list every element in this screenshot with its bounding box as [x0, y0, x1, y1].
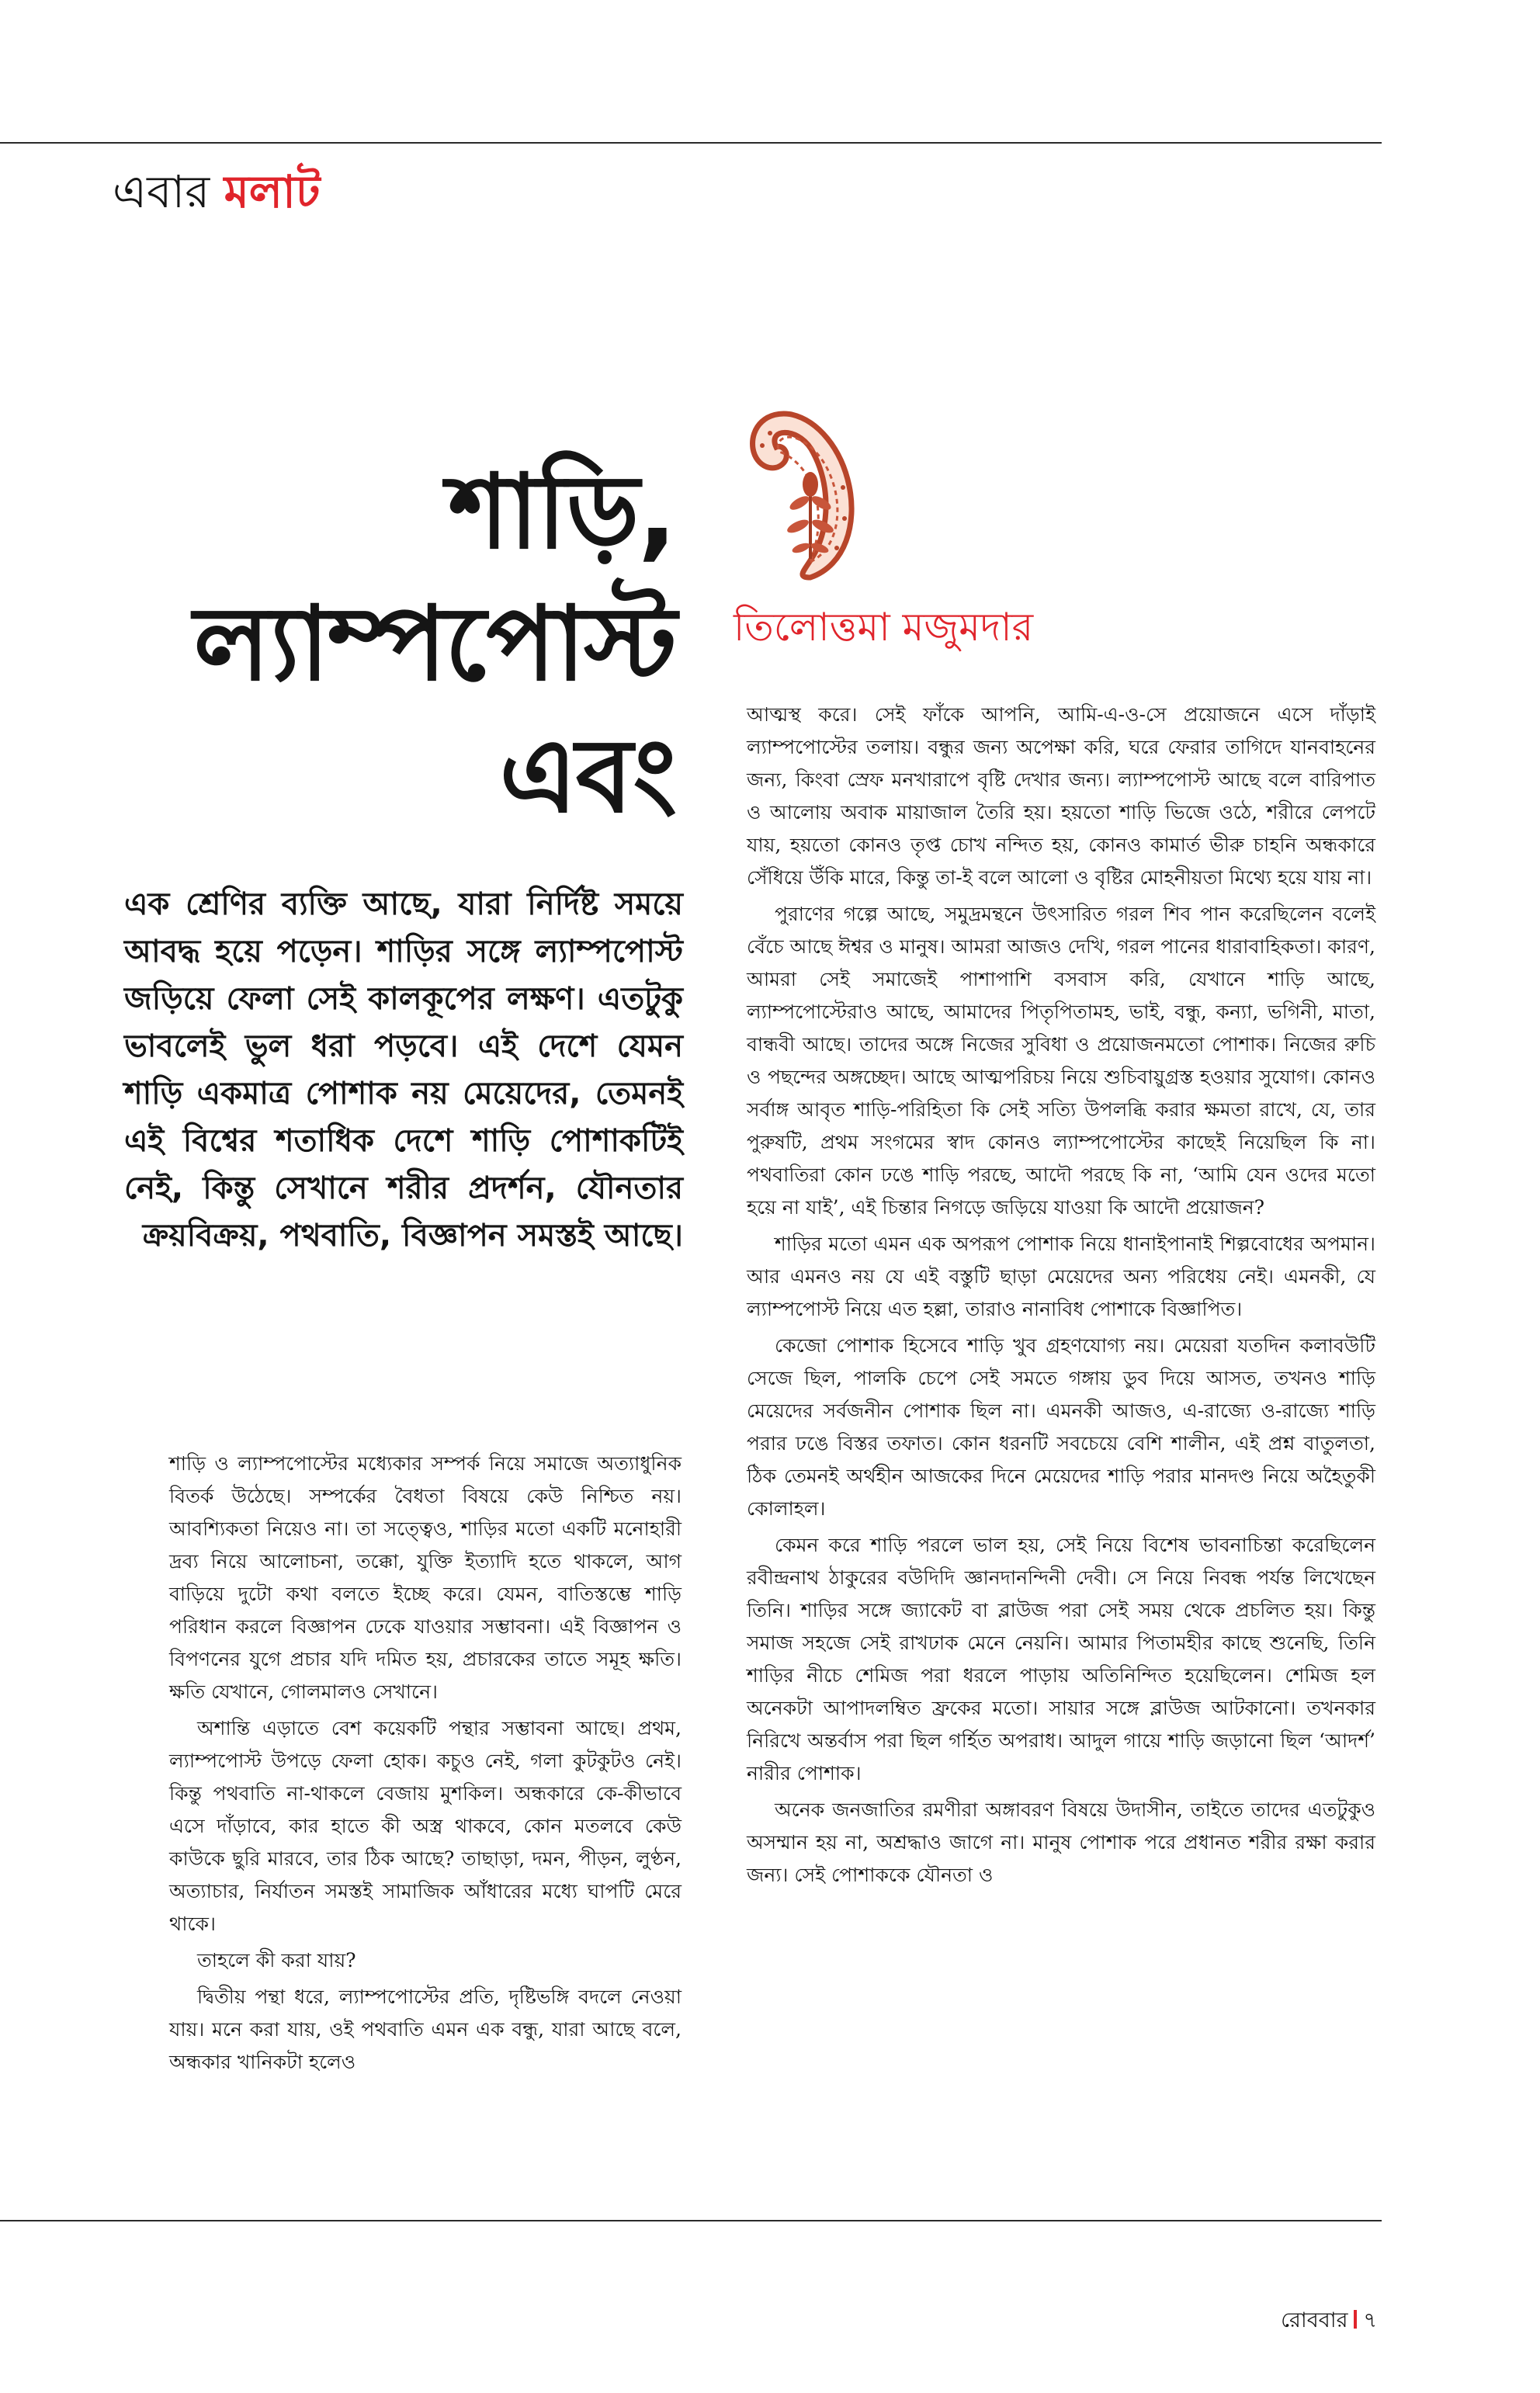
body-paragraph: শাড়ি ও ল্যাম্পপোস্টের মধ্যেকার সম্পর্ক নিয়ে সমাজে অত্যাধুনিক বিতর্ক উঠেছে। সম্পর্কের বৈধতা বিষয়ে কেউ নিশ্চিত নয়। আবশ্যিকতা নিয়েও না। তা সত্ত্বেও, শাড়ির মতো একটি মনোহারী দ্রব্য নিয়ে আলোচনা, তক্কো, যুক্তি ইত্যাদি হতে থাকলে, আগ বাড়িয়ে দুটো কথা বলতে ইচ্ছে করে। যেমন, বাতিস্তম্ভে শাড়ি পরিধান করলে বিজ্ঞাপন ঢেকে যাওয়ার সম্ভাবনা। এই বিজ্ঞাপন ও বিপণনের যুগে প্রচার যদি দমিত হয়, প্রচারকের তাতে সমূহ ক্ষতি। ক্ষতি যেখানে, গোলমালও সেখানে।	[169, 1452, 682, 1703]
body-column-left	[169, 1448, 682, 2083]
folio-separator	[1354, 2310, 1357, 2329]
headline-line: ল্যাম্পপোস্ট	[193, 584, 675, 704]
body-column-right	[747, 699, 1375, 1895]
body-paragraph: অশান্তি এড়াতে বেশ কয়েকটি পন্থার সম্ভাবনা আছে। প্রথম, ল্যাম্পপোস্ট উপড়ে ফেলা হোক। কচুও নেই, গলা কুটকুটও নেই। কিন্তু পথবাতি না-থাকলে বেজায় মুশকিল। অন্ধকারে কে-কীভাবে এসে দাঁড়াবে, কার হাতে কী অস্ত্র থাকবে, কোন মতলবে কেউ কাউকে ছুরি মারবে, তার ঠিক আছে? তাছাড়া, দমন, পীড়ন, লুণ্ঠন, অত্যাচার, নির্যাতন সমস্তই সামাজিক আঁধারের মধ্যে ঘাপটি মেরে থাকে।	[169, 1717, 682, 1935]
page-number: ৭	[1363, 2308, 1377, 2332]
page-folio	[1281, 2307, 1377, 2335]
headline-line: এবং	[499, 716, 675, 836]
article-headline	[85, 446, 675, 842]
body-paragraph: তাহলে কী করা যায়?	[197, 1949, 356, 1972]
body-paragraph: আত্মস্থ করে। সেই ফাঁকে আপনি, আমি-এ-ও-সে প্রয়োজনে এসে দাঁড়াই ল্যাম্পপোস্টের তলায়। বন্ধুর জন্য অপেক্ষা করি, ঘরে ফেরার তাগিদে যানবাহনের জন্য, কিংবা স্রেফ মনখারাপে বৃষ্টি দেখার জন্য। ল্যাম্পপোস্ট আছে বলে বারিপাত ও আলোয় অবাক মায়াজাল তৈরি হয়। হয়তো শাড়ি ভিজে ওঠে, শরীরে লেপটে যায়, হয়তো কোনও তৃপ্ত চোখ নন্দিত হয়, কোনও কামার্ত ভীরু চাহনি অন্ধকারে সেঁধিয়ে উঁকি মারে, কিন্তু তা-ই বলে আলো ও বৃষ্টির মোহনীয়তা মিথ্যে হয়ে যায় না।	[747, 703, 1375, 889]
section-prefix: এবার	[113, 165, 210, 218]
paisley-icon	[744, 410, 860, 582]
body-paragraph: অনেক জনজাতির রমণীরা অঙ্গাবরণ বিষয়ে উদাসীন, তাইতে তাদের এতটুকুও অসম্মান হয় না, অশ্রদ্ধাও জাগে না। মানুষ পোশাক পরে প্রধানত শরীর রক্ষা করার জন্য। সেই পোশাককে যৌনতা ও	[747, 1798, 1375, 1886]
body-paragraph: কেজো পোশাক হিসেবে শাড়ি খুব গ্রহণযোগ্য নয়। মেয়েরা যতদিন কলাবউটি সেজে ছিল, পালকি চেপে সেই সমতে গঙ্গায় ডুব দিয়ে আসত, তখনও শাড়ি মেয়েদের সর্বজনীন পোশাক ছিল না। এমনকী আজও, এ-রাজ্যে ও-রাজ্যে শাড়ি পরার ঢঙে বিস্তর তফাত। কোন ধরনটি সবচেয়ে বেশি শালীন, এই প্রশ্ন বাতুলতা, ঠিক তেমনই অর্থহীন আজকের দিনে মেয়েদের শাড়ি পরার মানদণ্ড নিয়ে অহৈতুকী কোলাহল।	[747, 1334, 1375, 1520]
section-label	[113, 165, 320, 219]
section-name: মলাট	[224, 165, 321, 218]
headline-line: শাড়ি,	[448, 453, 675, 572]
standfirst: এক শ্রেণির ব্যক্তি আছে, যারা নির্দিষ্ট সময়ে আবদ্ধ হয়ে পড়েন। শাড়ির সঙ্গে ল্যাম্পপোস্ট জড়িয়ে ফেলা সেই কালকূপের লক্ষণ। এতটুকু ভাবলেই ভুল ধরা পড়বে। এই দেশে যেমন শাড়ি একমাত্র পোশাক নয় মেয়েদের, তেমনই এই বিশ্বের শতাধিক দেশে শাড়ি পোশাকটিই নেই, কিন্তু সেখানে শরীর প্রদর্শন, যৌনতার ক্রয়বিক্রয়, পথবাতি, বিজ্ঞাপন সমস্তই আছে।	[124, 886, 683, 1254]
body-paragraph: পুরাণের গল্পে আছে, সমুদ্রমন্থনে উৎসারিত গরল শিব পান করেছিলেন বলেই বেঁচে আছে ঈশ্বর ও মানুষ। আমরা আজও দেখি, গরল পানের ধারাবাহিকতা। কারণ, আমরা সেই সমাজেই পাশাপাশি বসবাস করি, যেখানে শাড়ি আছে, ল্যাম্পপোস্টেরাও আছে, আমাদের পিতৃপিতামহ, ভাই, বন্ধু, কন্যা, ভগিনী, মাতা, বান্ধবী আছে। তাদের অঙ্গে নিজের সুবিধা ও প্রয়োজনমতো পোশাক। নিজের রুচি ও পছন্দের অঙ্গচ্ছেদ। আছে আত্মপরিচয় নিয়ে শুচিবায়ুগ্রস্ত হওয়ার সুযোগ। কোনও সর্বাঙ্গ আবৃত শাড়ি-পরিহিতা কি সেই সত্যি উপলব্ধি করার ক্ষমতা রাখে, যে, তার পুরুষটি, প্রথম সংগমের স্বাদ কোনও ল্যাম্পপোস্টের কাছেই নিয়েছিল কি না। পথবাতিরা কোন ঢঙে শাড়ি পরছে, আদৌ পরছে কি না, ‘আমি যেন ওদের মতো হয়ে না যাই’, এই চিন্তার নিগড়ে জড়িয়ে যাওয়া কি আদৌ প্রয়োজন?	[747, 903, 1375, 1219]
body-paragraph: কেমন করে শাড়ি পরলে ভাল হয়, সেই নিয়ে বিশেষ ভাবনাচিন্তা করেছিলেন রবীন্দ্রনাথ ঠাকুরের বউদিদি জ্ঞানদানন্দিনী দেবী। সে নিয়ে নিবন্ধ পর্যন্ত লিখেছেন তিনি। শাড়ির সঙ্গে জ্যাকেট বা ব্লাউজ পরা সেই সময় থেকে প্রচলিত হয়। কিন্তু সমাজ সহজে সেই রাখঢাক মেনে নেয়নি। আমার পিতামহীর কাছে শুনেছি, তিনি শাড়ির নীচে শেমিজ পরা ধরলে পাড়ায় অতিনিন্দিত হয়েছিলেন। শেমিজ হল অনেকটা আপাদলম্বিত ফ্রকের মতো। সায়ার সঙ্গে ব্লাউজ আটকানো। তখনকার নিরিখে অন্তর্বাস পরা ছিল গর্হিত অপরাধ। আদুল গায়ে শাড়ি জড়ানো ছিল ‘আদর্শ’ নারীর পোশাক।	[747, 1534, 1375, 1784]
body-paragraph: শাড়ির মতো এমন এক অপরূপ পোশাক নিয়ে ধানাইপানাই শিল্পবোধের অপমান। আর এমনও নয় যে এই বস্তুটি ছাড়া মেয়েদের অন্য পরিধেয় নেই। এমনকী, যে ল্যাম্পপোস্ট নিয়ে এত হল্লা, তারাও নানাবিধ পোশাকে বিজ্ঞাপিত।	[747, 1233, 1375, 1320]
top-rule	[0, 142, 1382, 144]
byline: তিলোত্তমা মজুমদার	[734, 605, 1034, 650]
body-paragraph: দ্বিতীয় পন্থা ধরে, ল্যাম্পপোস্টের প্রতি, দৃষ্টিভঙ্গি বদলে নেওয়া যায়। মনে করা যায়, ওই পথবাতি এমন এক বন্ধু, যারা আছে বলে, অন্ধকার খানিকটা হলেও	[169, 1985, 682, 2073]
bottom-rule	[0, 2220, 1382, 2221]
magazine-name: রোববার	[1281, 2308, 1348, 2332]
